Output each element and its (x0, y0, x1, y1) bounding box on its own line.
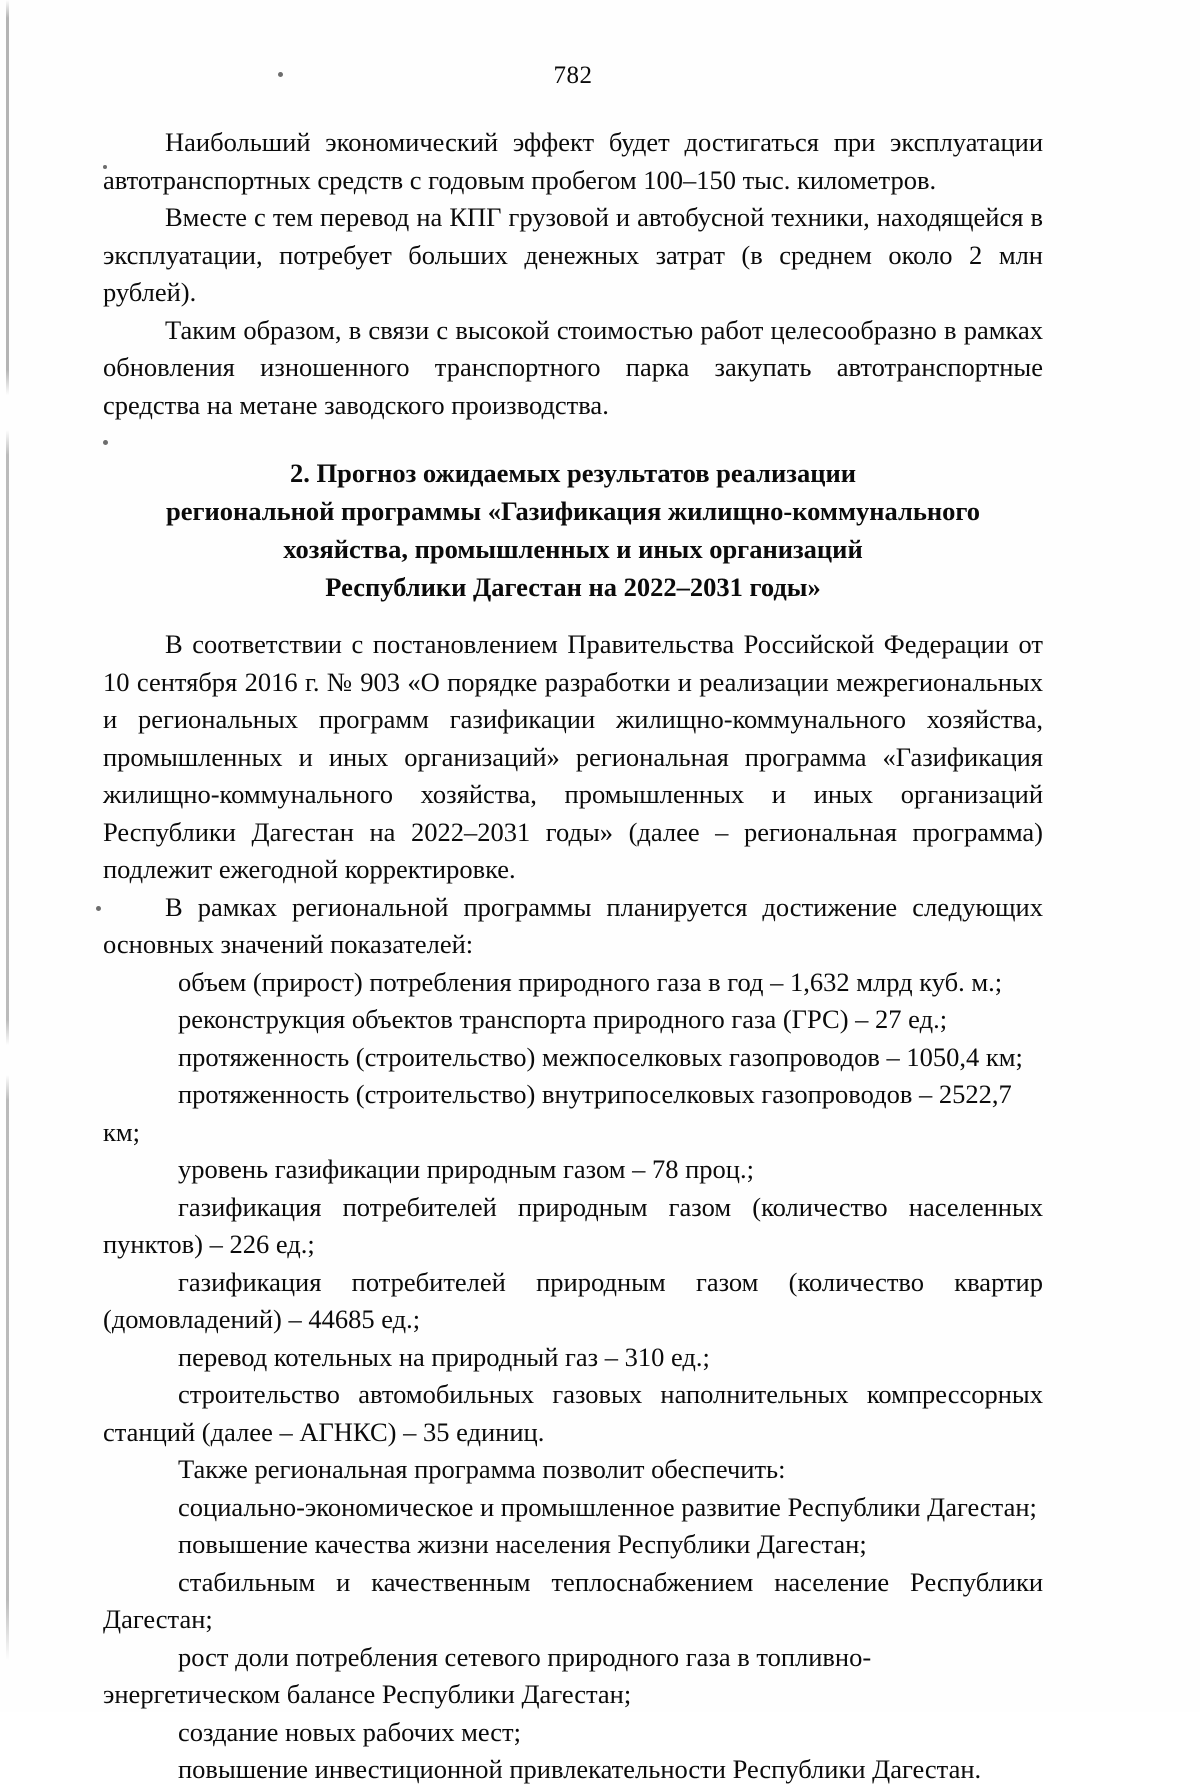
section-heading (103, 454, 1043, 606)
list-item-3: протяженность (строительство) межпоселковых газопроводов – 1050,4 км; (178, 1041, 1023, 1072)
list-item-6: газификация потребителей природным газом (количество населенных пунктов) – 226 ед.; (103, 1191, 1043, 1259)
heading-line-4: Республики Дагестан на 2022–2031 годы» (325, 572, 821, 602)
list-item-12: стабильным и качественным теплоснабжением население Республики Дагестан; (103, 1566, 1043, 1634)
paragraph-4: В соответствии с постановлением Правительства Российской Федерации от 10 сентября 2016 г. № 903 «О порядке разработки и реализации межрегиональных и региональных программ газификации жилищно-коммунального хозяйства, промышленных и иных организаций» региональная программа «Газификация жилищно-коммунального хозяйства, промышленных и иных организаций Республики Дагестан на 2022–2031 годы» (далее – региональная программа) подлежит ежегодной корректировке. (103, 629, 1043, 884)
paragraph-6: Также региональная программа позволит обеспечить: (178, 1454, 786, 1484)
paragraph-2: Вместе с тем перевод на КПГ грузовой и автобусной техники, находящейся в эксплуатации, потребует больших денежных затрат (в среднем около 2 млн рублей). (103, 202, 1043, 307)
paragraph-5: В рамках региональной программы планируется достижение следующих основных значений показателей: (103, 891, 1043, 959)
list-item-11: повышение качества жизни населения Республики Дагестан; (178, 1529, 867, 1559)
heading-line-2: региональной программы «Газификация жилищно-коммунального (165, 496, 981, 526)
list-item-7: газификация потребителей природным газом (количество квартир (домовладений) – 44685 ед.; (103, 1266, 1043, 1334)
page-number: 782 (553, 62, 593, 89)
heading-line-1: 2. Прогноз ожидаемых результатов реализации (289, 458, 856, 488)
list-item-2: реконструкция объектов транспорта природного газа (ГРС) – 27 ед.; (178, 1004, 948, 1034)
list-item-13: рост доли потребления сетевого природного газа в топливно-энергетическом балансе Республики Дагестан; (103, 1641, 872, 1709)
list-item-5: уровень газификации природным газом – 78 проц.; (178, 1154, 754, 1184)
scan-speck (96, 906, 101, 911)
list-item-10: социально-экономическое и промышленное развитие Республики Дагестан; (178, 1491, 1037, 1522)
list-item-9: строительство автомобильных газовых наполнительных компрессорных станций (далее – АГНКС) – 35 единиц. (103, 1379, 1043, 1447)
body-text (103, 124, 1043, 424)
list-item-4: протяженность (строительство) внутрипоселковых газопроводов – 2522,7 км; (103, 1079, 1012, 1147)
paragraph-3: Таким образом, в связи с высокой стоимостью работ целесообразно в рамках обновления изношенного транспортного парка закупать автотранспортные средства на метане заводского производства. (103, 314, 1043, 420)
page-content (103, 0, 1043, 1789)
list-item-8: перевод котельных на природный газ – 310 ед.; (178, 1341, 710, 1372)
scan-edge-artifact (6, 0, 9, 1712)
heading-line-3: хозяйства, промышленных и иных организаций (283, 534, 863, 564)
body-text-after-heading (103, 626, 1043, 1789)
list-item-15: повышение инвестиционной привлекательности Республики Дагестан. (178, 1754, 982, 1784)
list-item-14: создание новых рабочих мест; (178, 1716, 521, 1747)
paragraph-1: Наибольший экономический эффект будет достигаться при эксплуатации автотранспортных средств с годовым пробегом 100–150 тыс. километров. (103, 127, 1043, 195)
list-item-1: объем (прирост) потребления природного газа в год – 1,632 млрд куб. м.; (178, 966, 1003, 997)
